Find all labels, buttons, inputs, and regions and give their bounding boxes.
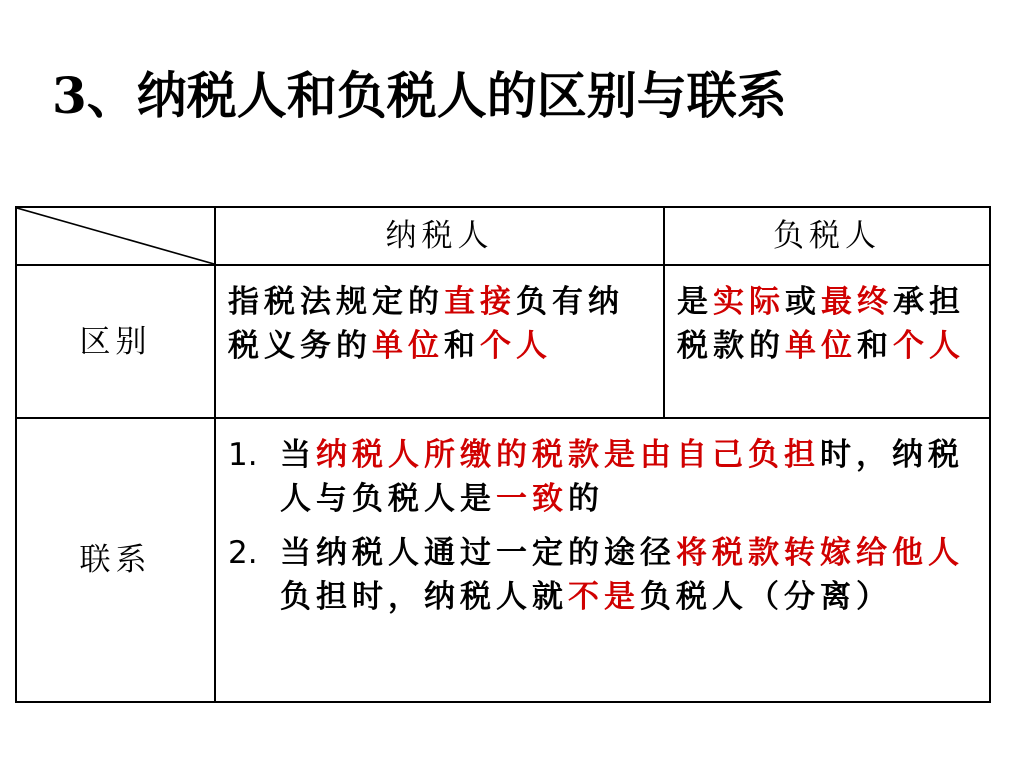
difference-taxbearer-cell <box>664 265 990 418</box>
relation-item-2-emphasis-shift-tax: 将税款转嫁给他人 <box>676 535 964 571</box>
relation-item-2-text-3: 负税人（分离） <box>640 579 892 615</box>
relation-item-2-text-2: 负担时，纳税人就 <box>280 579 568 615</box>
relation-item-1-emphasis-consistent: 一致 <box>496 481 568 517</box>
difference-taxbearer-text-2: 或 <box>785 284 821 320</box>
relation-item-1-emphasis-self-burden: 纳税人所缴的税款是由自己负担 <box>316 437 820 473</box>
relation-item-1-text-1: 当 <box>280 437 316 473</box>
difference-taxpayer-emphasis-individual: 个人 <box>480 328 552 364</box>
relation-item-2-number: 2. <box>228 535 258 571</box>
difference-taxpayer-emphasis-unit: 单位 <box>372 328 444 364</box>
relation-item-2-text-1: 当纳税人通过一定的途径 <box>280 535 676 571</box>
difference-taxbearer-emphasis-actual: 实际 <box>713 284 785 320</box>
header-taxpayer: 纳税人 <box>215 207 664 265</box>
difference-taxpayer-emphasis-direct: 直接 <box>444 284 516 320</box>
difference-taxpayer-cell <box>215 265 664 418</box>
relation-item-1-number: 1. <box>228 437 258 473</box>
difference-taxbearer-emphasis-final: 最终 <box>821 284 893 320</box>
row-label-relation: 联系 <box>16 418 215 702</box>
relation-item-1 <box>228 433 975 521</box>
table-row-difference <box>16 265 990 418</box>
relation-item-1-text-2: 时，纳税人与负税人是 <box>280 437 964 517</box>
comparison-table-container <box>15 206 989 701</box>
comparison-table <box>15 206 991 703</box>
difference-taxbearer-emphasis-individual: 个人 <box>893 328 965 364</box>
table-row-relation <box>16 418 990 702</box>
relation-item-1-text <box>280 433 975 521</box>
difference-taxbearer-text-4: 和 <box>857 328 893 364</box>
difference-taxbearer-text-1: 是 <box>677 284 713 320</box>
difference-taxpayer-text-2: 负有纳税义务的 <box>228 284 624 364</box>
relation-item-2 <box>228 531 975 619</box>
relation-item-2-emphasis-not: 不是 <box>568 579 640 615</box>
relation-item-2-text <box>280 531 975 619</box>
relation-cell <box>215 418 990 702</box>
slide-title: 3、纳税人和负税人的区别与联系 <box>52 66 787 125</box>
diagonal-line <box>17 208 214 264</box>
relation-item-1-text-3: 的 <box>568 481 604 517</box>
difference-taxpayer-text-3: 和 <box>444 328 480 364</box>
difference-taxpayer-text-1: 指税法规定的 <box>228 284 444 320</box>
row-label-difference: 区别 <box>16 265 215 418</box>
table-header-row <box>16 207 990 265</box>
header-taxbearer: 负税人 <box>664 207 990 265</box>
difference-taxbearer-emphasis-unit: 单位 <box>785 328 857 364</box>
difference-taxbearer-text-3: 承担税款的 <box>677 284 965 364</box>
diagonal-corner-cell <box>16 207 215 265</box>
